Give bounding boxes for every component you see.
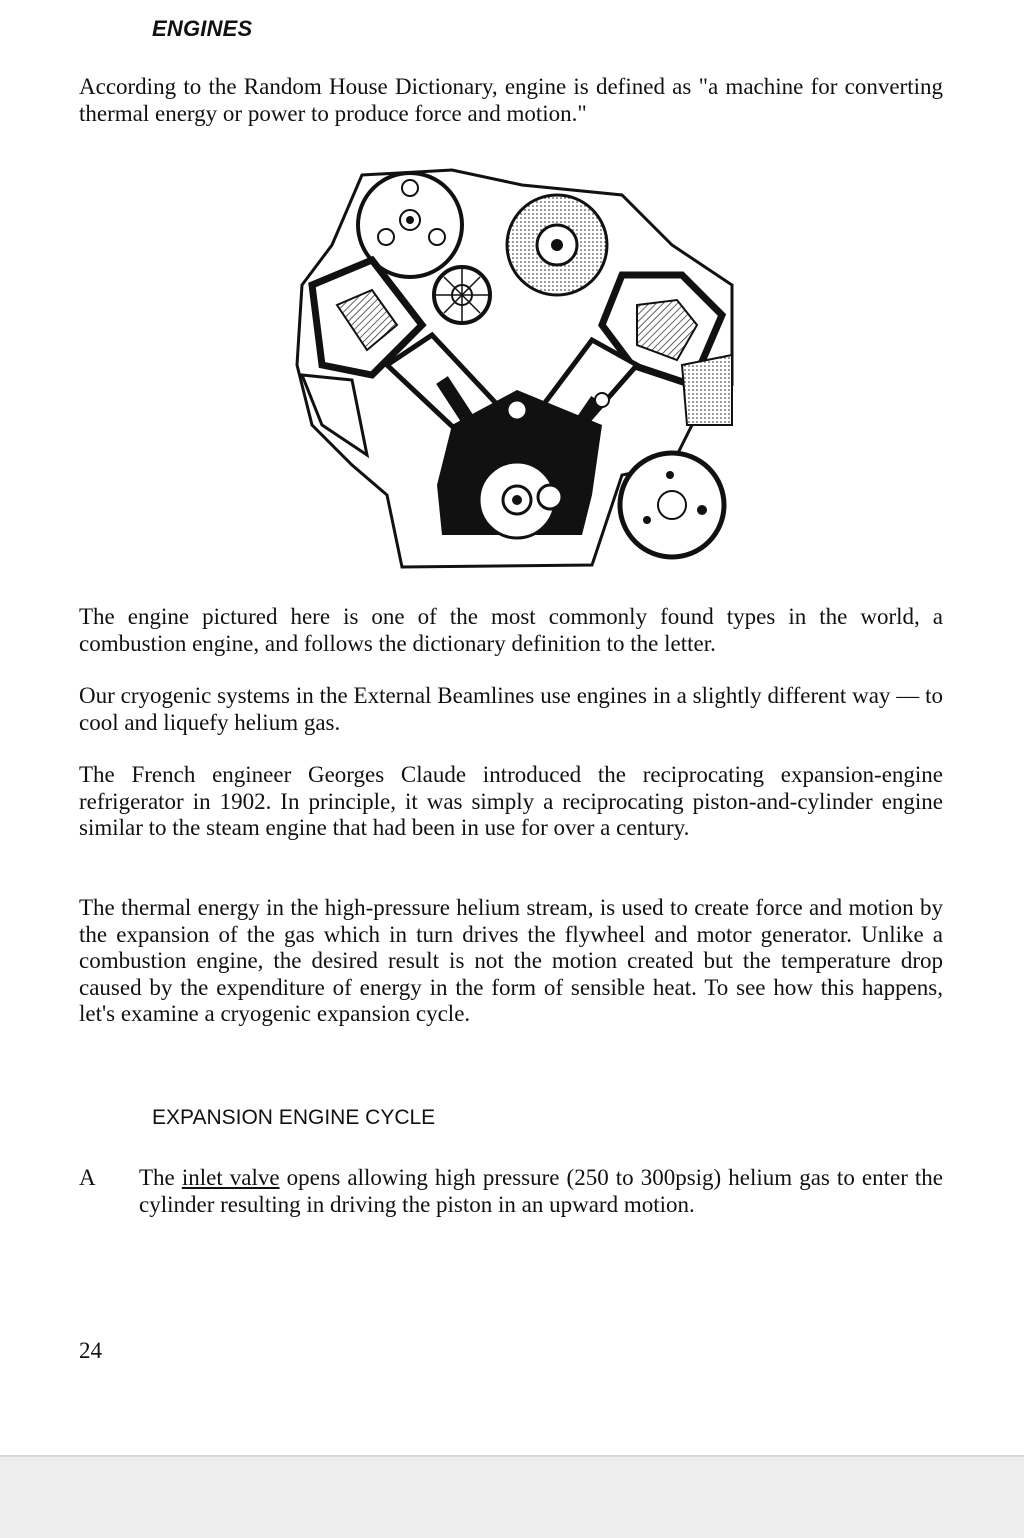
paragraph-definition: According to the Random House Dictionary, engine is defined as "a machine for converting thermal energy or power to produce force and motion."	[79, 74, 943, 126]
step-a-suffix: opens allowing high pressure (250 to 300psig) helium gas to enter the cylinder resulting in driving the piston in an upward motion.	[139, 1165, 944, 1217]
step-a-text	[139, 1165, 943, 1218]
step-a-prefix: The	[139, 1165, 182, 1190]
viewer-bottom-bar	[0, 1455, 1024, 1538]
page-number: 24	[79, 1338, 102, 1363]
section-subheading: EXPANSION ENGINE CYCLE	[152, 1106, 436, 1129]
paragraph-thermal: The thermal energy in the high-pressure helium stream, is used to create force and motion by the expansion of the gas which in turn drives the flywheel and motor generator. Unlike a combustion engine, the desired result is not the motion created but the temperature drop caused by the expenditure of energy in the form of sensible heat. To see how this happens, let's examine a cryogenic expansion cycle.	[79, 895, 943, 1026]
paragraph-pictured: The engine pictured here is one of the most commonly found types in the world, a combustion engine, and follows the dictionary definition to the letter.	[79, 604, 943, 656]
inlet-valve-term: inlet valve	[181, 1165, 280, 1190]
paragraph-claude: The French engineer Georges Claude introduced the reciprocating expansion-engine refrigerator in 1902. In principle, it was simply a reciprocating piston-and-cylinder engine similar to the steam engine that had been in use for over a century.	[79, 762, 943, 840]
step-letter: A	[79, 1165, 96, 1190]
paragraph-cryogenic: Our cryogenic systems in the External Beamlines use engines in a slightly different way — to cool and liquefy helium gas.	[79, 683, 943, 735]
engine-illustration-icon	[292, 165, 740, 571]
page-heading: ENGINES	[152, 16, 253, 41]
